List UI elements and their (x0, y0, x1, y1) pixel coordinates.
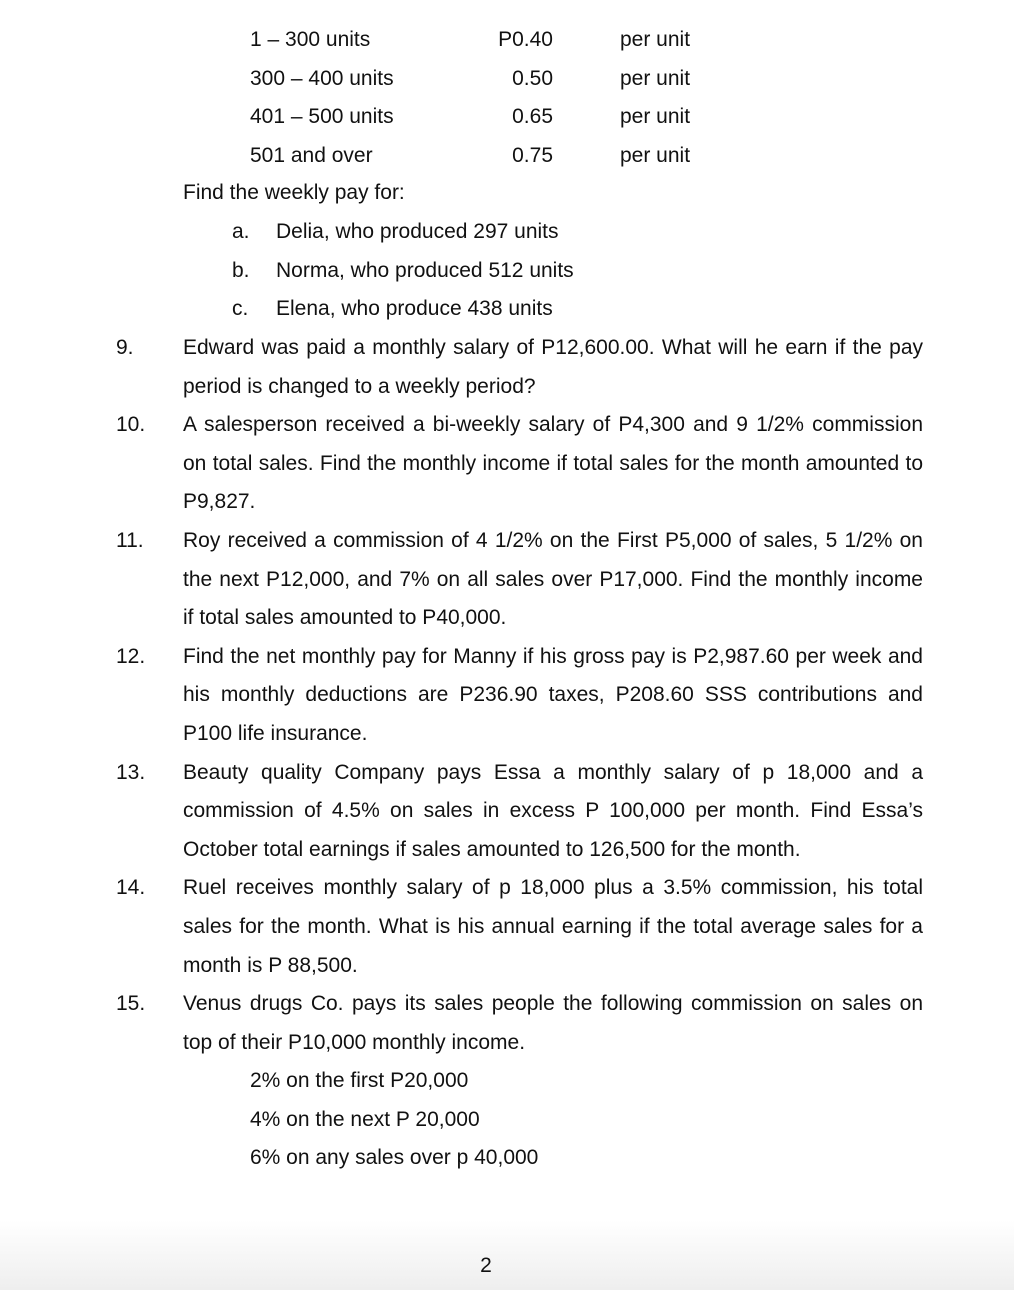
problem-text: Ruel receives monthly salary of p 18,000 plus a 3.5% commission, his total sales for the month. What is his annual earning if the total average sales for a month is P 88,500. (183, 876, 923, 977)
rate-per: per unit (620, 28, 691, 51)
rate-row (250, 98, 710, 137)
commission-rate: 4% on the next P 20,000 (250, 1107, 480, 1131)
sub-item-letter: b. (232, 258, 250, 282)
problem-9 (116, 329, 923, 406)
problem-number: 12. (116, 644, 146, 668)
commission-rate-list (183, 1062, 923, 1178)
sub-item-text: Delia, who produced 297 units (276, 220, 559, 243)
problem-number: 13. (116, 760, 146, 784)
commission-rate: 6% on any sales over p 40,000 (250, 1146, 539, 1170)
page-number: 2 (480, 1254, 492, 1277)
problem-list (116, 329, 923, 1178)
problem-text: Edward was paid a monthly salary of P12,600.00. What will he earn if the pay period is changed to a weekly period? (183, 336, 923, 398)
sub-item-text: Norma, who produced 512 units (276, 258, 574, 282)
rate-per: per unit (620, 105, 691, 129)
problem-11 (116, 522, 923, 638)
rate-row (250, 60, 710, 99)
rate-price: 0.50 (512, 66, 553, 90)
problem-text: Roy received a commission of 4 1/2% on the First P5,000 of sales, 5 1/2% on the next P12,000, and 7% on all sales over P17,000. Find the monthly income if total sales amounted to P40,000. (183, 528, 923, 630)
rate-price: P0.40 (498, 28, 553, 51)
problem-number: 9. (116, 336, 134, 359)
problem-12 (116, 638, 923, 754)
problem-number: 14. (116, 876, 146, 900)
rate-price: 0.75 (512, 143, 553, 167)
rate-table (250, 21, 710, 175)
rate-per: per unit (620, 66, 691, 90)
problem-10 (116, 406, 923, 522)
rate-units: 501 and over (250, 143, 373, 167)
sub-item-text: Elena, who produce 438 units (276, 297, 553, 321)
problem-14 (116, 869, 923, 985)
problem-15 (116, 985, 923, 1178)
rate-units: 1 – 300 units (250, 28, 371, 51)
problem-13 (116, 754, 923, 870)
problem-number: 10. (116, 413, 146, 437)
rate-units: 401 – 500 units (250, 105, 394, 129)
problem-text: Find the net monthly pay for Manny if his gross pay is P2,987.60 per week and his monthly deductions are P236.90 taxes, P208.60 SSS contributions and P100 life insurance. (183, 644, 923, 745)
sub-item-letter: c. (232, 297, 249, 321)
sub-item-letter: a. (232, 220, 250, 243)
problem-text: Venus drugs Co. pays its sales people the following commission on sales on top of their P10,000 monthly income. (183, 992, 923, 1054)
find-weekly-pay-prompt: Find the weekly pay for: (183, 181, 405, 204)
rate-row (250, 137, 710, 176)
rate-units: 300 – 400 units (250, 66, 394, 90)
rate-price: 0.65 (512, 105, 553, 129)
problem-text: A salesperson received a bi-weekly salary of P4,300 and 9 1/2% commission on total sales. Find the monthly income if total sales for the month amounted to P9,827. (183, 413, 923, 514)
problem-text: Beauty quality Company pays Essa a monthly salary of p 18,000 and a commission of 4.5% on sales in excess P 100,000 per month. Find Essa’s October total earnings if sales amounted to 126,500 for the month. (183, 760, 923, 861)
commission-rate: 2% on the first P20,000 (250, 1069, 469, 1093)
problem-number: 11. (116, 528, 144, 552)
rate-per: per unit (620, 143, 691, 167)
problem-number: 15. (116, 992, 146, 1016)
rate-row (250, 21, 710, 60)
